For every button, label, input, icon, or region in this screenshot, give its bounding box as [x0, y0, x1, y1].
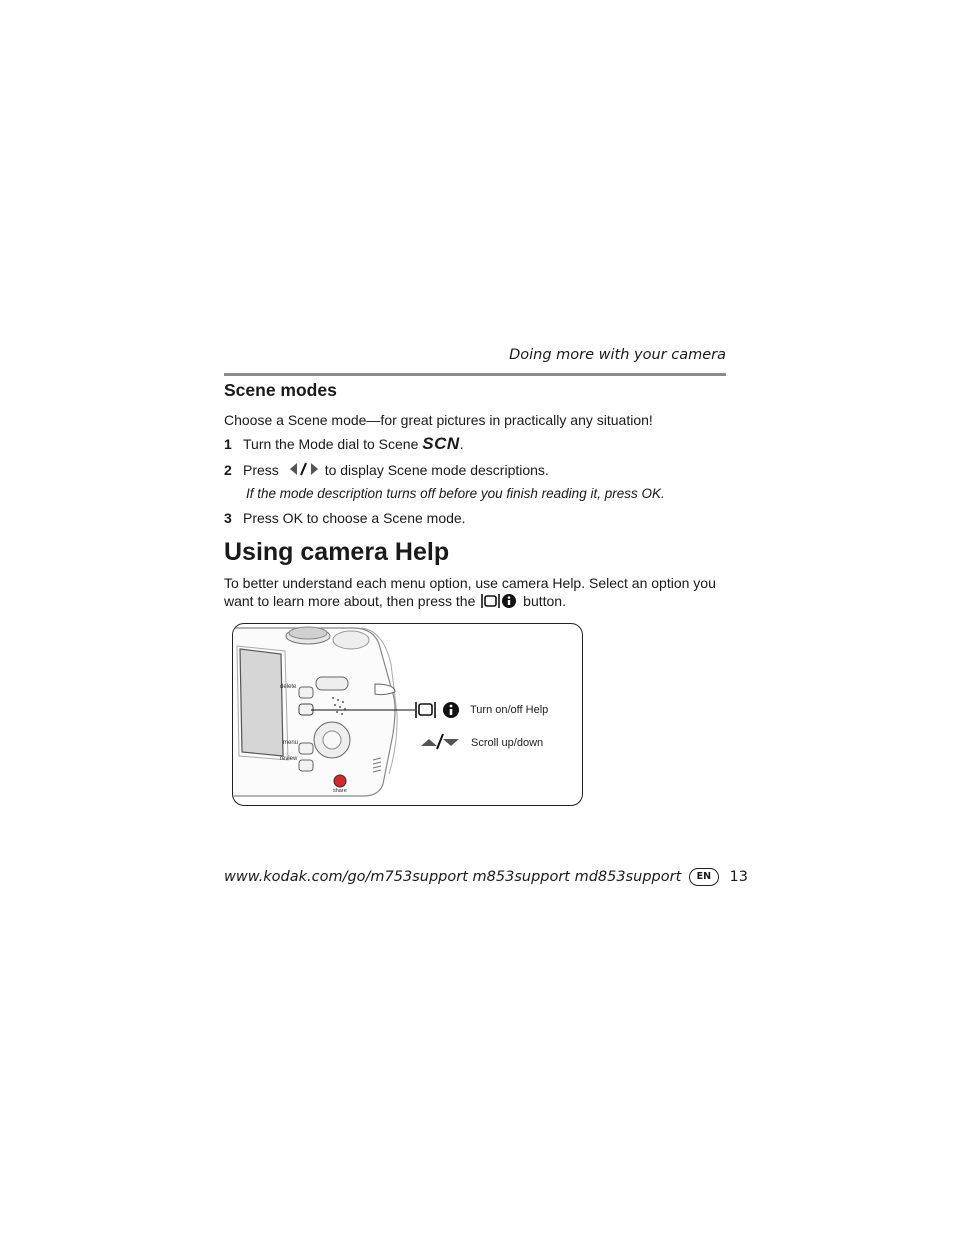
step-text: Press OK to choose a Scene mode.: [243, 510, 466, 526]
help-text: To better understand each menu option, use camera Help. Select an option you want to learn more about, then press the: [224, 575, 716, 609]
scn-icon: SCN: [422, 434, 460, 453]
step-3: [224, 509, 466, 527]
page-number: 13: [729, 869, 748, 885]
header-rule: [224, 373, 726, 376]
step-text: Press: [243, 462, 279, 478]
section-heading-camera-help: Using camera Help: [224, 538, 450, 566]
callout-help-label: Turn on/off Help: [470, 704, 549, 716]
callout-scroll-label: Scroll up/down: [471, 737, 544, 749]
delete-button-label: delete: [280, 684, 297, 690]
step-2-note: If the mode description turns off before you finish reading it, press OK.: [246, 486, 665, 501]
step-2: [224, 461, 549, 481]
help-button-icon: [481, 593, 517, 613]
scene-intro: Choose a Scene mode—for great pictures in practically any situation!: [224, 412, 653, 428]
step-number: 3: [224, 510, 232, 526]
step-text-end: .: [459, 436, 464, 452]
share-button-label: share: [333, 788, 347, 794]
step-1: [224, 435, 464, 453]
section-heading-scene-modes: Scene modes: [224, 380, 337, 400]
help-text-end: button.: [523, 593, 566, 609]
step-text: Turn the Mode dial to Scene: [243, 436, 419, 452]
language-badge: EN: [689, 868, 719, 886]
step-text-end: to display Scene mode descriptions.: [324, 462, 549, 478]
footer-url: www.kodak.com/go/m753support m853support md853support: [224, 869, 682, 885]
running-header: Doing more with your camera: [509, 347, 726, 363]
review-button-label: review: [280, 756, 298, 762]
left-right-arrows-icon: [289, 461, 319, 481]
menu-button-label: menu: [283, 740, 299, 746]
step-number: 2: [224, 462, 232, 478]
help-paragraph: [224, 574, 728, 613]
step-number: 1: [224, 436, 232, 452]
camera-figure: [232, 623, 583, 806]
page-footer: [224, 868, 748, 886]
